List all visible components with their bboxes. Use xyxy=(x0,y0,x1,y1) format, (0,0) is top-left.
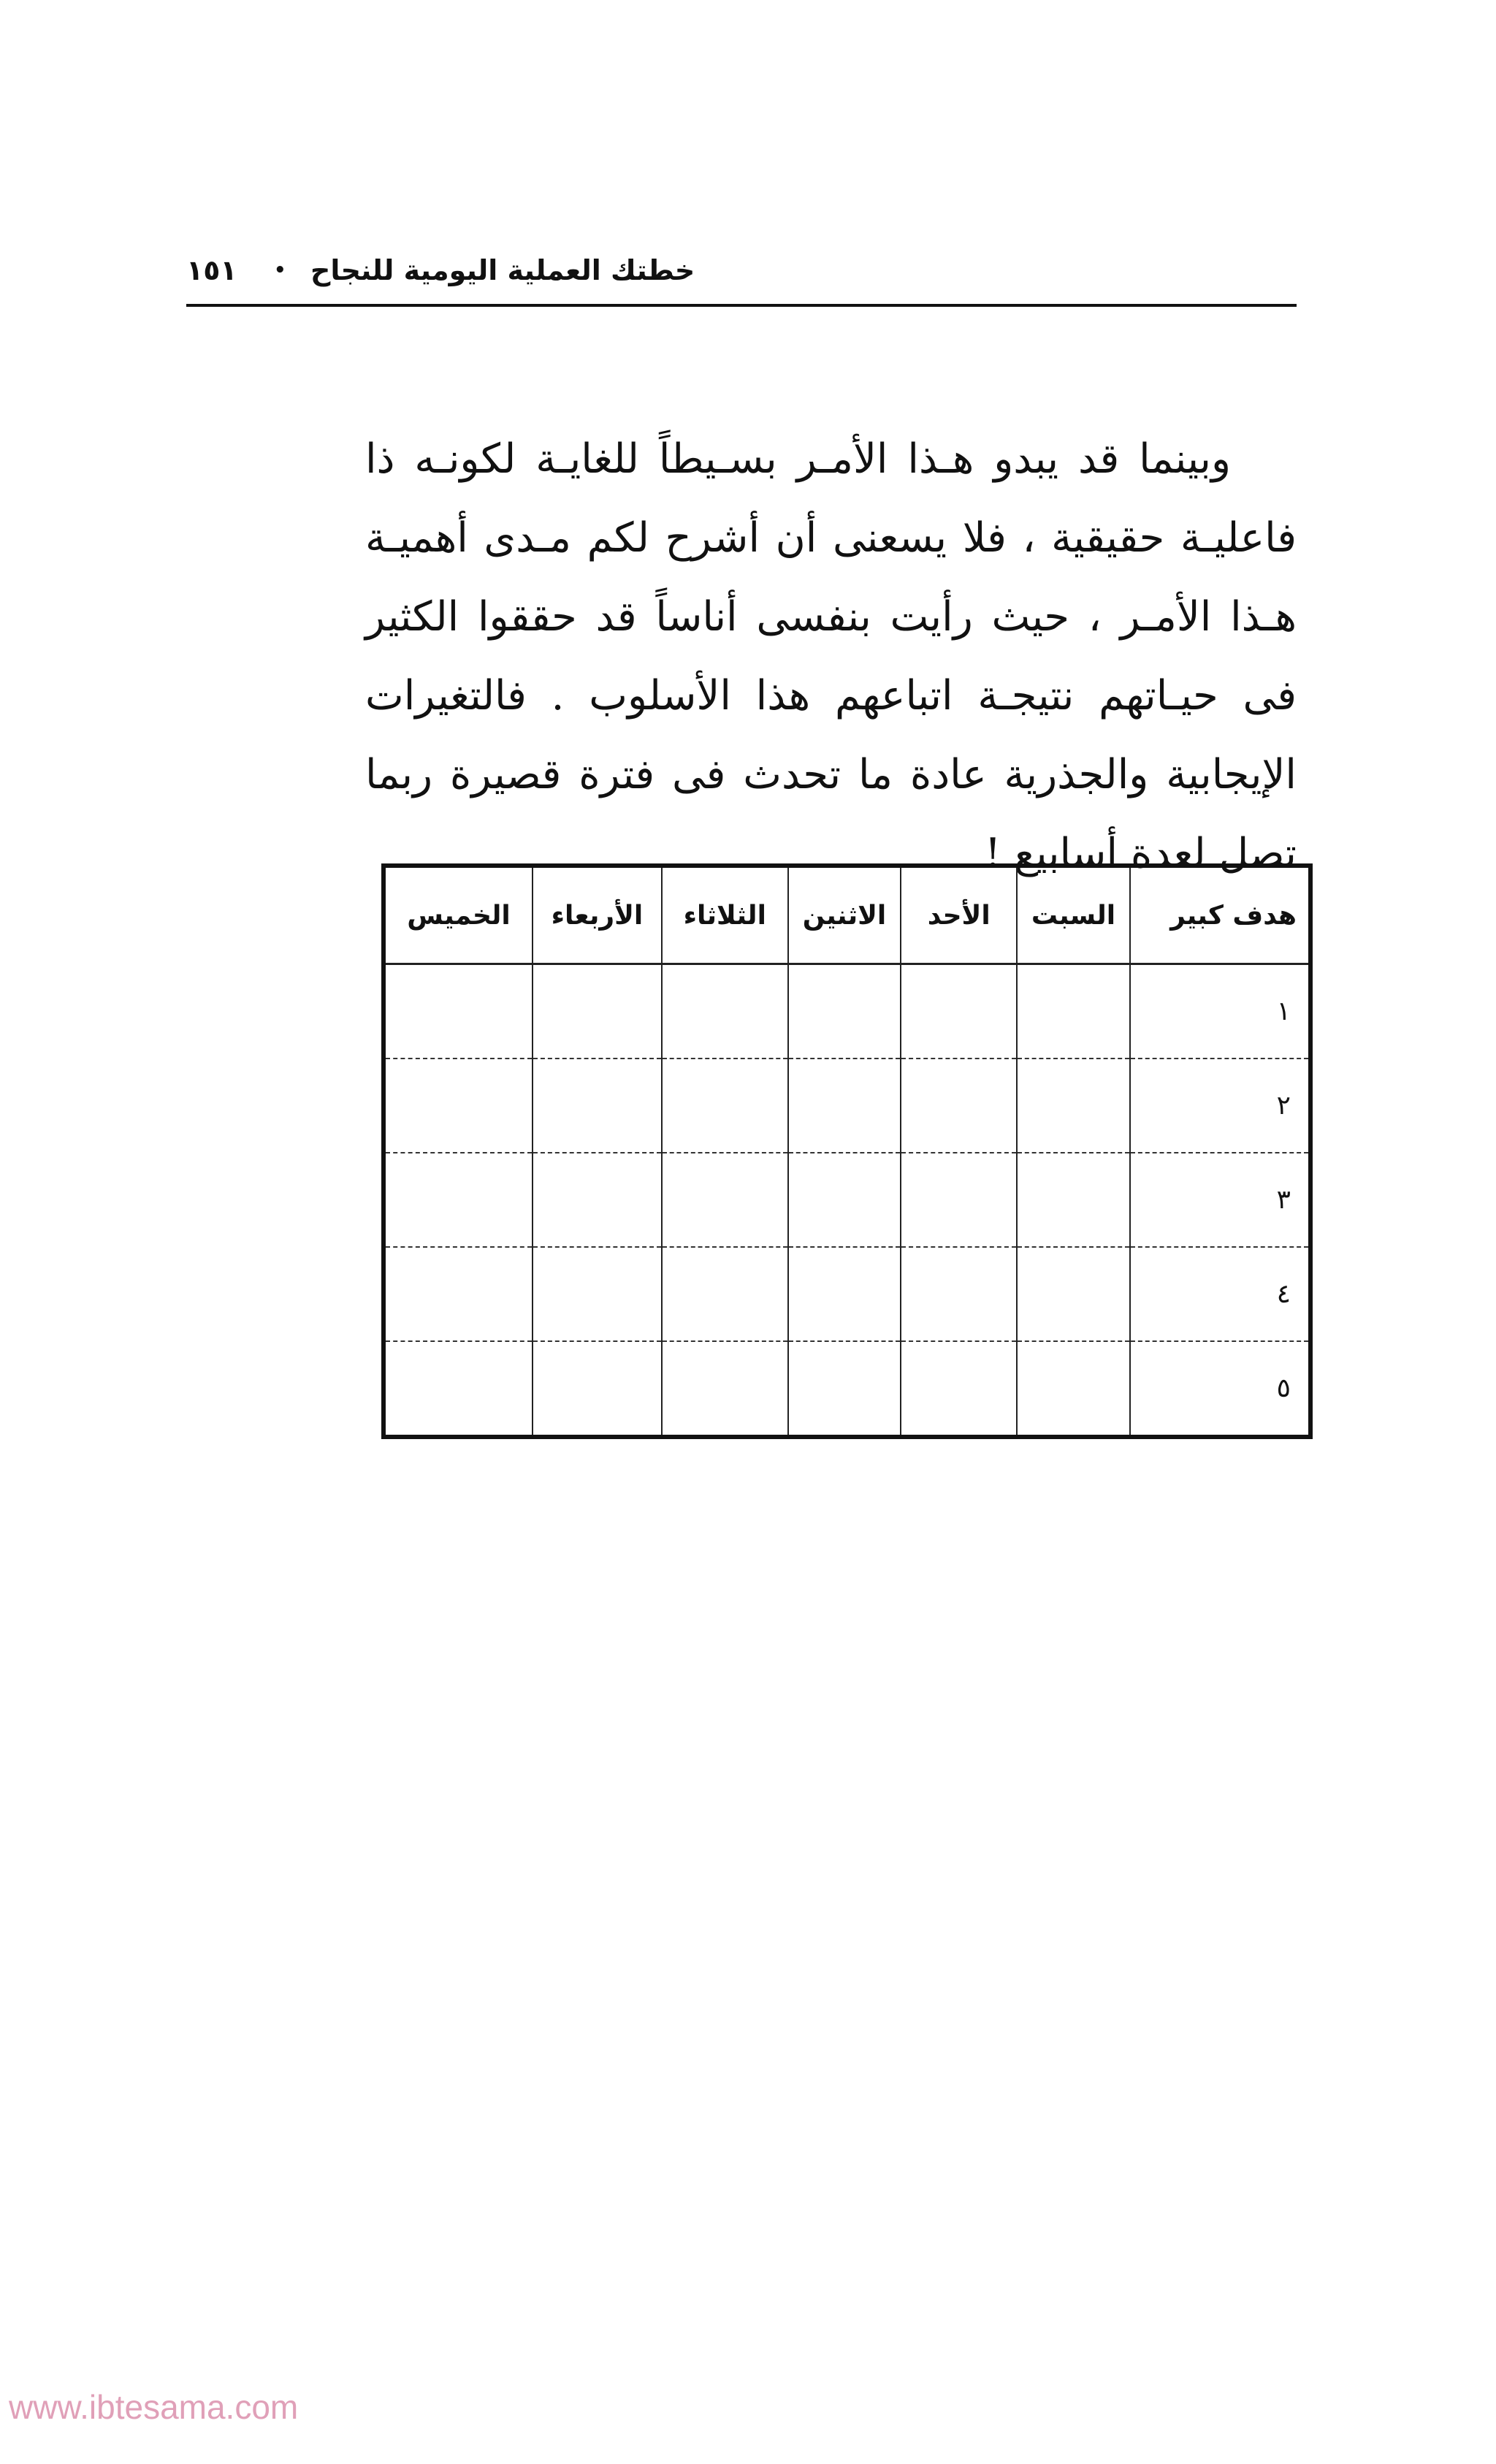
table-row xyxy=(383,1059,1310,1153)
row-number: ١ xyxy=(1130,964,1310,1059)
header-wednesday: الأربعاء xyxy=(533,866,662,964)
table-cell xyxy=(662,1247,788,1341)
table-cell xyxy=(1017,1247,1130,1341)
table-cell xyxy=(662,1059,788,1153)
weekly-goal-table xyxy=(381,863,1313,1439)
table-row xyxy=(383,1247,1310,1341)
table-cell xyxy=(383,1153,533,1247)
table-cell xyxy=(383,964,533,1059)
table-cell xyxy=(901,964,1017,1059)
table-cell xyxy=(901,1247,1017,1341)
header-rule xyxy=(186,304,1297,307)
table-cell xyxy=(533,1153,662,1247)
table-cell xyxy=(1017,1059,1130,1153)
table-cell xyxy=(533,964,662,1059)
table-cell xyxy=(662,1153,788,1247)
table-cell xyxy=(662,964,788,1059)
header-tuesday: الثلاثاء xyxy=(662,866,788,964)
header-big-goal: هدف كبير xyxy=(1130,866,1310,964)
table-row xyxy=(383,1341,1310,1437)
table-cell xyxy=(1017,964,1130,1059)
table-row xyxy=(383,1153,1310,1247)
table-cell xyxy=(901,1153,1017,1247)
header-saturday: السبت xyxy=(1017,866,1130,964)
row-number: ٥ xyxy=(1130,1341,1310,1437)
table-cell xyxy=(383,1059,533,1153)
header-thursday: الخميس xyxy=(383,866,533,964)
table-cell xyxy=(788,1341,901,1437)
table-cell xyxy=(788,1247,901,1341)
row-number: ٢ xyxy=(1130,1059,1310,1153)
header-bullet: • xyxy=(274,259,286,281)
table-cell xyxy=(788,1153,901,1247)
table-cell xyxy=(901,1341,1017,1437)
header-monday: الاثنين xyxy=(788,866,901,964)
table-cell xyxy=(1017,1153,1130,1247)
body-paragraph: وبينما قد يبدو هـذا الأمـر بسـيطاً للغايـة لكونـه ذا فاعليـة حقيقية ، فلا يسعنى أن أشرح لكم مـدى أهميـة هـذا الأمـر ، حيث رأيت بنفسى أناساً قد حققوا الكثير فى حيـاتهم نتيجـة اتباعهم هذا الأسلوب . فالتغيرات الإيجابية والجذرية عادة ما تحدث فى فترة قصيرة ربما تصل لعدة أسابيع ! xyxy=(365,435,1297,877)
table-cell xyxy=(533,1247,662,1341)
watermark-url: www.ibtesama.com xyxy=(9,2388,299,2426)
table-cell xyxy=(383,1247,533,1341)
table-cell xyxy=(788,964,901,1059)
running-header xyxy=(186,241,1297,300)
table-cell xyxy=(788,1059,901,1153)
table-cell xyxy=(383,1341,533,1437)
row-number: ٤ xyxy=(1130,1247,1310,1341)
table-cell xyxy=(662,1341,788,1437)
header-title: خطتك العملية اليومية للنجاح xyxy=(310,254,695,286)
page-number: ١٥١ xyxy=(186,254,237,286)
table-cell xyxy=(901,1059,1017,1153)
table-row xyxy=(383,964,1310,1059)
table-cell xyxy=(533,1059,662,1153)
table-cell xyxy=(1017,1341,1130,1437)
table-cell xyxy=(533,1341,662,1437)
table-header-row xyxy=(383,866,1310,964)
row-number: ٣ xyxy=(1130,1153,1310,1247)
header-sunday: الأحد xyxy=(901,866,1017,964)
